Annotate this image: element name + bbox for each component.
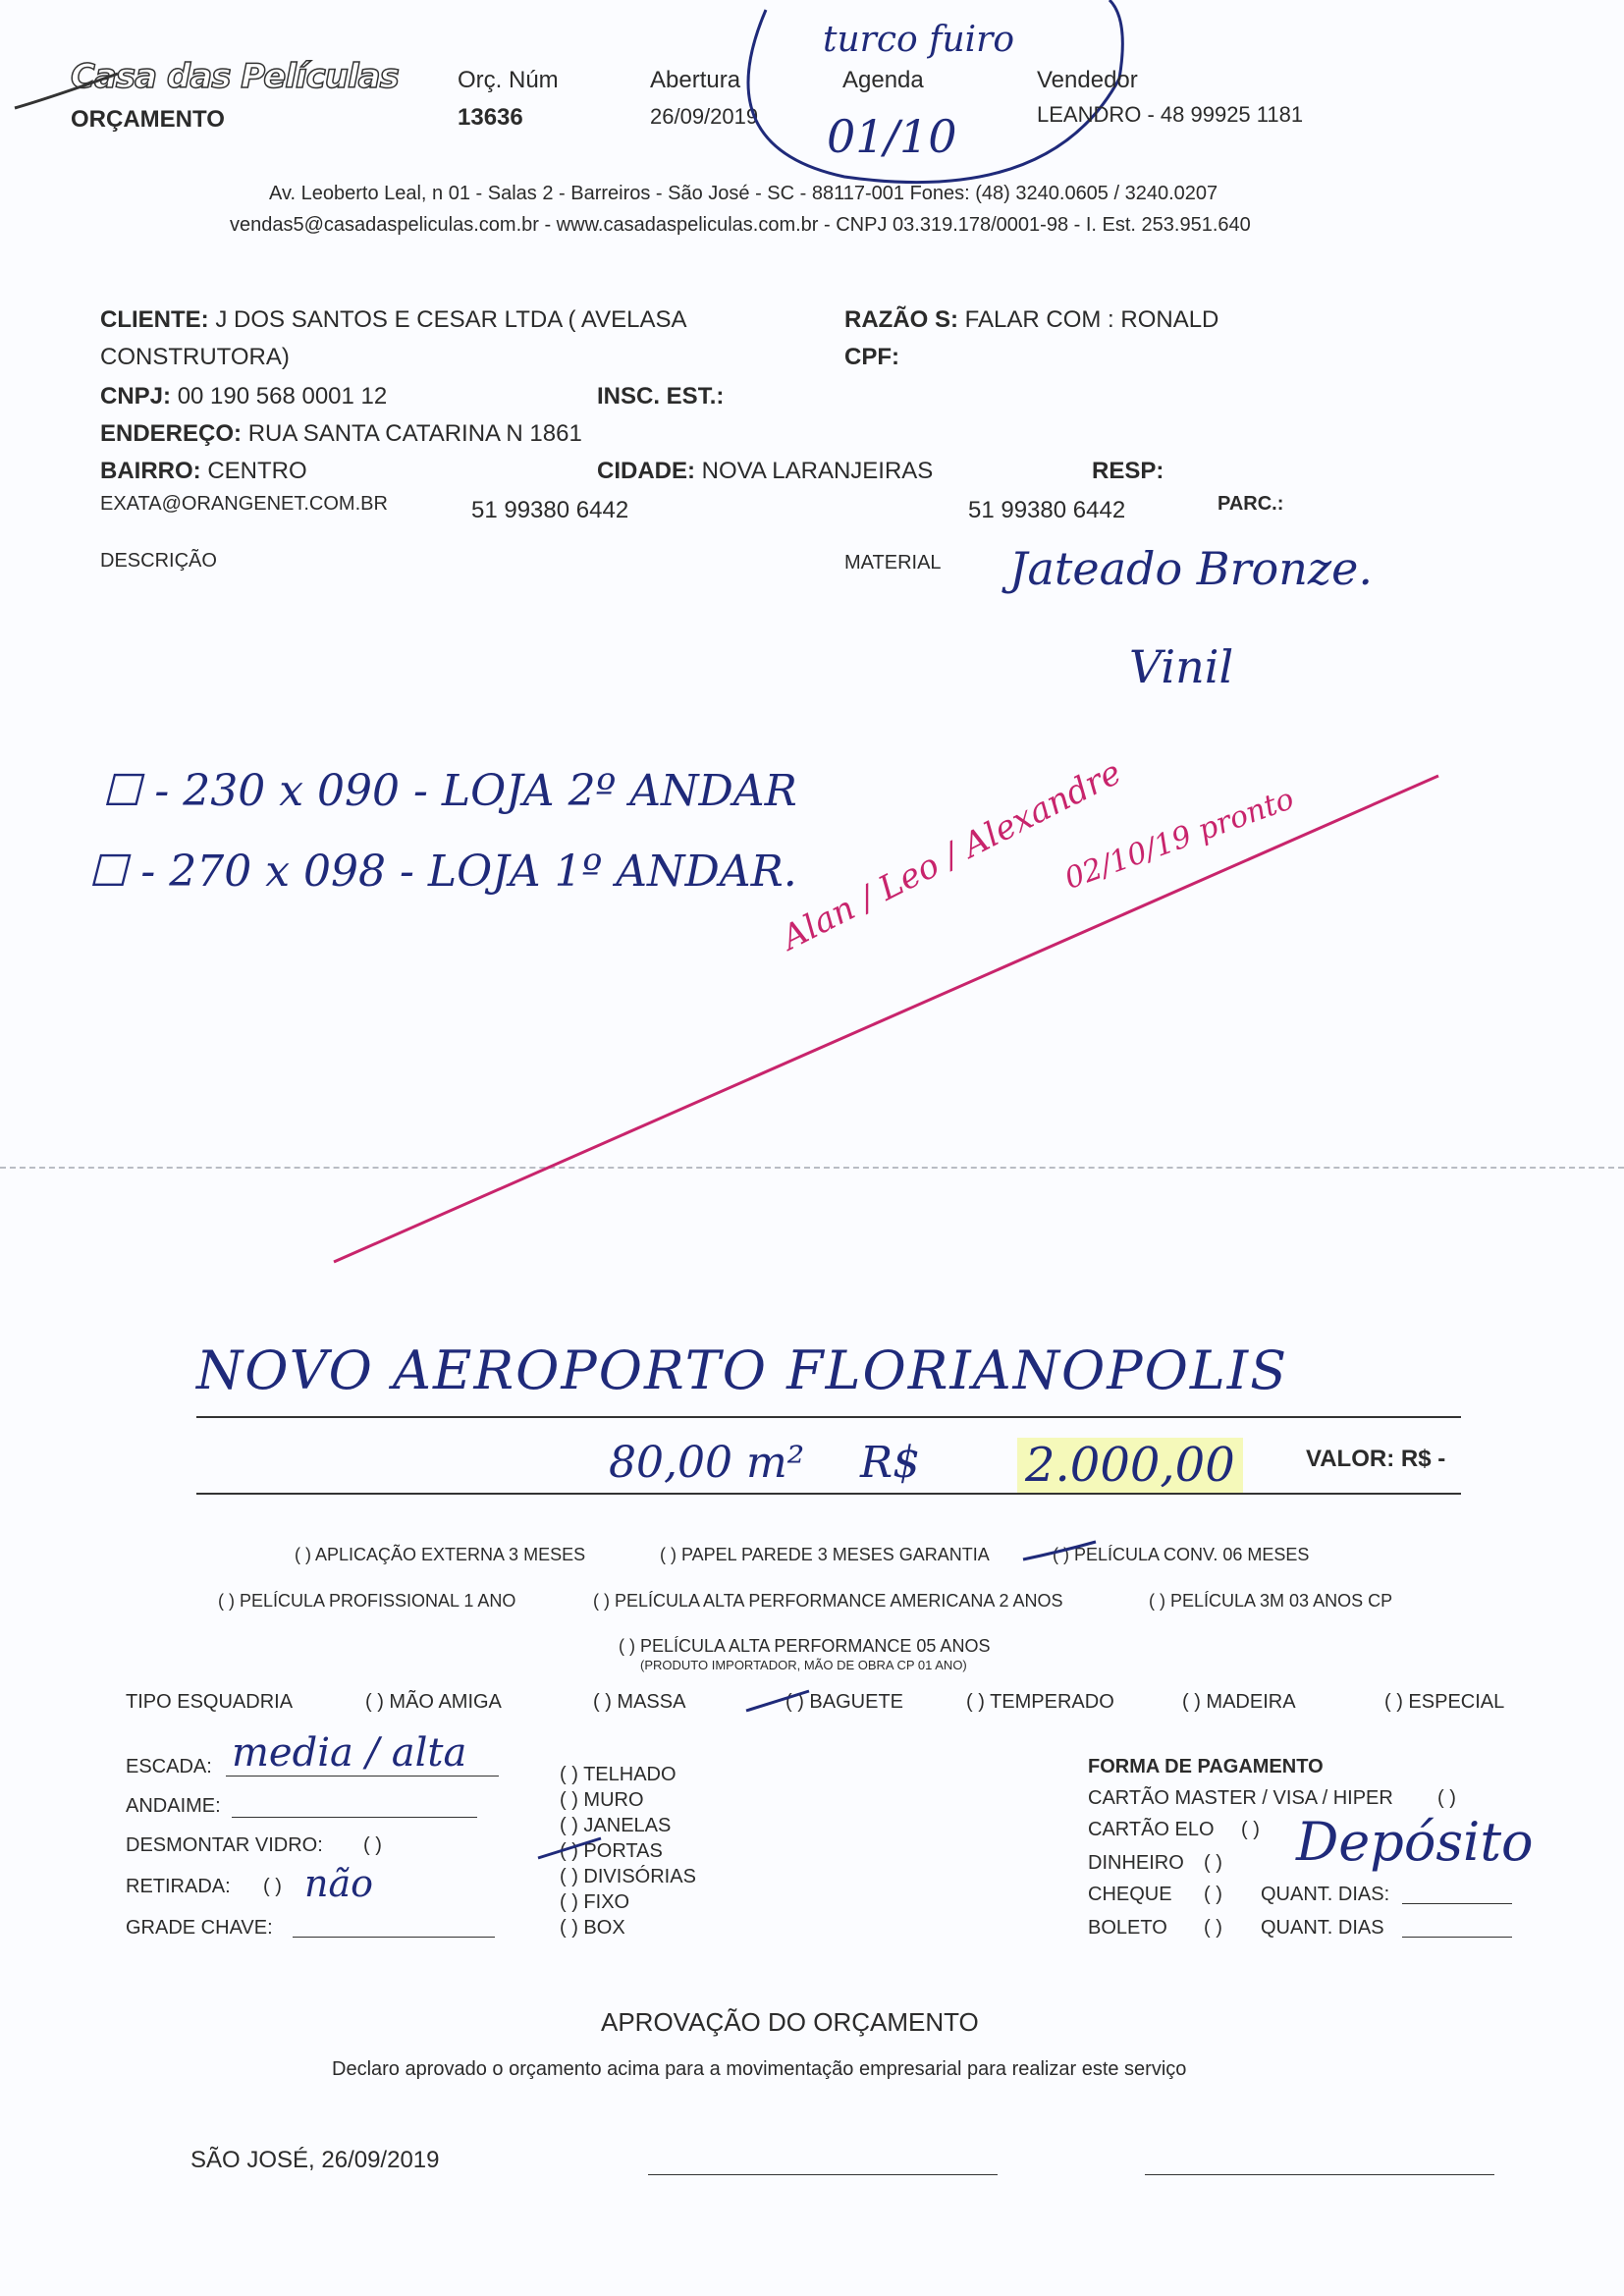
cidade-label: CIDADE:	[597, 458, 695, 484]
retirada-value: não	[304, 1862, 374, 1905]
payment-cheque-quant-dias: QUANT. DIAS:	[1261, 1884, 1390, 1905]
strike-through-line	[324, 766, 1453, 1277]
material-value: Jateado Bronze.	[1009, 542, 1373, 595]
document-type: ORÇAMENTO	[71, 106, 225, 133]
option-pelicula-3m[interactable]: ( ) PELÍCULA 3M 03 ANOS CP	[1149, 1591, 1393, 1611]
desmontar-label: DESMONTAR VIDRO:	[126, 1834, 323, 1856]
bairro-value: CENTRO	[207, 458, 307, 484]
signature-line-2[interactable]	[1145, 2174, 1494, 2175]
check-mark-icon	[1021, 1538, 1100, 1567]
abertura-value: 26/09/2019	[650, 104, 759, 129]
area-value: 80,00 m²	[609, 1438, 805, 1488]
email-value: EXATA@ORANGENET.COM.BR	[100, 493, 388, 515]
cpf-label: CPF:	[844, 344, 899, 370]
material-value-line2: Vinil	[1129, 640, 1234, 693]
grade-chave-label: GRADE CHAVE:	[126, 1917, 273, 1939]
agenda-note: turco fuiro	[823, 20, 1015, 60]
payment-cartao-elo-checkbox[interactable]: ( )	[1241, 1819, 1260, 1840]
cliente-value-line2: CONSTRUTORA)	[100, 344, 290, 370]
option-fixo[interactable]: ( ) FIXO	[560, 1891, 630, 1913]
cliente-value: J DOS SANTOS E CESAR LTDA ( AVELASA	[215, 306, 687, 333]
cidade-field	[597, 458, 933, 485]
completion-note: 02/10/19 pronto	[1060, 782, 1299, 897]
payment-dinheiro-checkbox[interactable]: ( )	[1204, 1852, 1222, 1874]
escada-value[interactable]: media / alta	[232, 1730, 467, 1776]
boleto-dias-line[interactable]	[1402, 1937, 1512, 1938]
bairro-label: BAIRRO:	[100, 458, 201, 484]
payment-cheque: CHEQUE	[1088, 1884, 1172, 1905]
cliente-label: CLIENTE:	[100, 306, 209, 333]
esquadria-massa[interactable]: ( ) MASSA	[593, 1691, 686, 1713]
endereco-label: ENDEREÇO:	[100, 420, 243, 447]
esquadria-baguete[interactable]: ( ) BAGUETE	[785, 1691, 904, 1713]
payment-cheque-checkbox[interactable]: ( )	[1204, 1884, 1222, 1905]
payment-cartao-master-checkbox[interactable]: ( )	[1437, 1787, 1456, 1809]
option-papel-parede[interactable]: ( ) PAPEL PAREDE 3 MESES GARANTIA	[660, 1545, 990, 1564]
abertura-label: Abertura	[650, 67, 741, 93]
phone1-value: 51 99380 6442	[471, 497, 629, 523]
payment-boleto-checkbox[interactable]: ( )	[1204, 1917, 1222, 1939]
company-address: Av. Leoberto Leal, n 01 - Salas 2 - Barreiros - São José - SC - 88117-001 Fones: (48) 3240.0605 / 3240.0207	[269, 183, 1218, 204]
orc-num-value: 13636	[458, 104, 523, 131]
project-name: NOVO AEROPORTO FLORIANOPOLIS	[196, 1339, 1289, 1401]
vendedor-value: LEANDRO - 48 99925 1181	[1037, 102, 1304, 127]
payment-method-handwritten: Depósito	[1296, 1811, 1534, 1873]
andaime-label: ANDAIME:	[126, 1795, 221, 1817]
esquadria-temperado[interactable]: ( ) TEMPERADO	[966, 1691, 1114, 1713]
option-aplicacao-externa[interactable]: ( ) APLICAÇÃO EXTERNA 3 MESES	[295, 1545, 586, 1564]
valor-label: VALOR: R$ -	[1306, 1446, 1446, 1472]
company-contact: vendas5@casadaspeliculas.com.br - www.casadaspeliculas.com.br - CNPJ 03.319.178/0001-98 - I. Est. 253.951.640	[230, 214, 1251, 236]
razao-value: FALAR COM : RONALD	[964, 306, 1219, 333]
resp-label: RESP:	[1092, 458, 1164, 484]
cnpj-field	[100, 383, 387, 410]
company-logo: Casa das Películas	[71, 57, 399, 96]
payment-title: FORMA DE PAGAMENTO	[1088, 1756, 1324, 1777]
project-line	[196, 1416, 1461, 1418]
option-pelicula-alta-05-note: (PRODUTO IMPORTADOR, MÃO DE OBRA CP 01 ANO)	[640, 1658, 967, 1672]
agenda-label: Agenda	[842, 67, 924, 93]
amount-line	[196, 1493, 1461, 1495]
payment-boleto-quant-dias: QUANT. DIAS	[1261, 1917, 1384, 1939]
endereco-value: RUA SANTA CATARINA N 1861	[247, 420, 582, 447]
option-muro[interactable]: ( ) MURO	[560, 1789, 644, 1811]
currency-value: R$	[860, 1438, 921, 1488]
material-label: MATERIAL	[844, 552, 942, 574]
grade-chave-line[interactable]	[293, 1937, 495, 1938]
baguete-check-icon	[744, 1687, 813, 1717]
option-pelicula-alta-americana[interactable]: ( ) PELÍCULA ALTA PERFORMANCE AMERICANA 2 ANOS	[593, 1591, 1063, 1611]
esquadria-especial[interactable]: ( ) ESPECIAL	[1384, 1691, 1505, 1713]
phone2-value: 51 99380 6442	[968, 497, 1126, 523]
orc-num-label: Orç. Núm	[458, 67, 559, 93]
approval-text: Declaro aprovado o orçamento acima para a movimentação empresarial para realizar este serviço	[332, 2058, 1187, 2080]
option-telhado[interactable]: ( ) TELHADO	[560, 1764, 677, 1785]
payment-cartao-master: CARTÃO MASTER / VISA / HIPER	[1088, 1787, 1393, 1809]
payment-cartao-elo: CARTÃO ELO	[1088, 1819, 1215, 1840]
signature-line-1[interactable]	[648, 2174, 998, 2175]
cliente-field	[100, 306, 687, 334]
vendedor-label: Vendedor	[1037, 67, 1138, 93]
item-line-2: ☐ - 270 x 098 - LOJA 1º ANDAR.	[88, 847, 797, 897]
escada-line	[226, 1776, 499, 1777]
retirada-label: RETIRADA:	[126, 1876, 231, 1897]
option-portas[interactable]: ( ) PORTAS	[560, 1840, 663, 1862]
payment-boleto: BOLETO	[1088, 1917, 1167, 1939]
retirada-checkbox[interactable]: ( )	[263, 1876, 282, 1897]
endereco-field	[100, 420, 582, 448]
payment-dinheiro: DINHEIRO	[1088, 1852, 1184, 1874]
option-pelicula-conv[interactable]: ( ) PELÍCULA CONV. 06 MESES	[1053, 1545, 1310, 1564]
andaime-line[interactable]	[232, 1817, 477, 1818]
option-pelicula-profissional[interactable]: ( ) PELÍCULA PROFISSIONAL 1 ANO	[218, 1591, 516, 1611]
option-divisorias[interactable]: ( ) DIVISÓRIAS	[560, 1866, 696, 1887]
place-date: SÃO JOSÉ, 26/09/2019	[190, 2147, 440, 2173]
team-note: Alan / Leo / Alexandre	[776, 752, 1128, 958]
escada-label: ESCADA:	[126, 1756, 212, 1777]
desmontar-checkbox[interactable]: ( )	[363, 1834, 382, 1856]
cidade-value: NOVA LARANJEIRAS	[701, 458, 934, 484]
razao-label: RAZÃO S:	[844, 306, 958, 333]
descricao-label: DESCRIÇÃO	[100, 550, 217, 572]
cnpj-value: 00 190 568 0001 12	[177, 383, 388, 410]
esquadria-mao-amiga[interactable]: ( ) MÃO AMIGA	[365, 1691, 502, 1713]
approval-title: APROVAÇÃO DO ORÇAMENTO	[601, 2007, 979, 2037]
razao-field	[844, 306, 1218, 334]
cnpj-label: CNPJ:	[100, 383, 172, 410]
amount-value: 2.000,00	[1017, 1438, 1243, 1493]
bairro-field	[100, 458, 307, 485]
option-pelicula-alta-05[interactable]: ( ) PELÍCULA ALTA PERFORMANCE 05 ANOS	[619, 1636, 991, 1656]
esquadria-label: TIPO ESQUADRIA	[126, 1691, 294, 1713]
portas-check-icon	[536, 1834, 605, 1864]
insc-label: INSC. EST.:	[597, 383, 725, 410]
item-line-1: ☐ - 230 x 090 - LOJA 2º ANDAR	[102, 766, 797, 816]
option-janelas[interactable]: ( ) JANELAS	[560, 1815, 672, 1836]
option-box[interactable]: ( ) BOX	[560, 1917, 625, 1939]
cheque-dias-line[interactable]	[1402, 1903, 1512, 1904]
circle-annotation	[727, 0, 1139, 196]
parc-label: PARC.:	[1218, 493, 1284, 515]
esquadria-madeira[interactable]: ( ) MADEIRA	[1182, 1691, 1296, 1713]
agenda-value: 01/10	[827, 110, 957, 163]
